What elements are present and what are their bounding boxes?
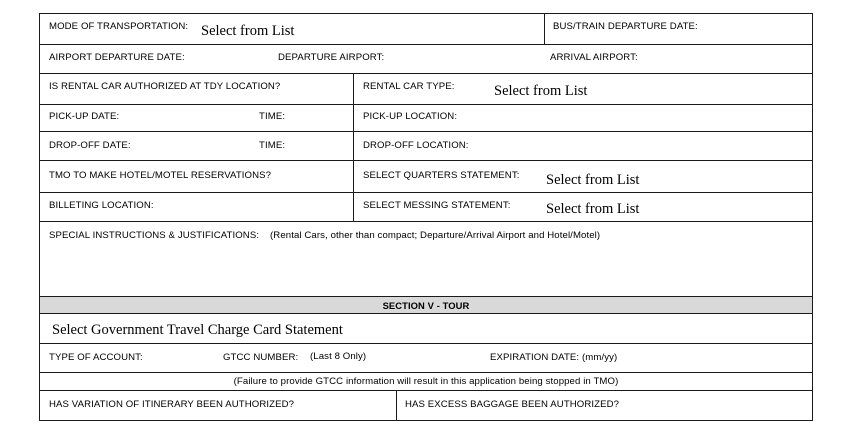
gtcc-statement-row <box>39 313 813 344</box>
arrival-airport-label: ARRIVAL AIRPORT: <box>550 52 638 63</box>
expiration-date-label: EXPIRATION DATE: (mm/yy) <box>490 352 618 363</box>
excess-baggage-label: HAS EXCESS BAGGAGE BEEN AUTHORIZED? <box>405 399 620 410</box>
messing-cell <box>353 193 812 221</box>
itinerary-variation-label: HAS VARIATION OF ITINERARY BEEN AUTHORIZED? <box>49 399 295 410</box>
mode-label: MODE OF TRANSPORTATION: <box>49 21 189 32</box>
pickup-location-cell[interactable] <box>353 105 812 131</box>
dropoff-location-label: DROP-OFF LOCATION: <box>363 140 469 151</box>
special-instructions-label: SPECIAL INSTRUCTIONS & JUSTIFICATIONS: <box>49 230 260 241</box>
billeting-row <box>39 192 813 222</box>
messing-label: SELECT MESSING STATEMENT: <box>363 200 511 211</box>
dropoff-time-label: TIME: <box>259 140 286 151</box>
pickup-date-label: PICK-UP DATE: <box>49 111 120 122</box>
bus-train-label: BUS/TRAIN DEPARTURE DATE: <box>553 21 698 32</box>
quarters-cell <box>353 161 812 192</box>
dropoff-row <box>39 131 813 161</box>
departure-airport-label: DEPARTURE AIRPORT: <box>278 52 385 63</box>
airport-row[interactable] <box>39 44 813 74</box>
dropoff-location-cell[interactable] <box>353 132 812 160</box>
dropoff-date-label: DROP-OFF DATE: <box>49 140 131 151</box>
transport-row <box>39 13 813 45</box>
section-v-title: SECTION V - TOUR <box>382 300 470 311</box>
tmo-reservations-label: TMO TO MAKE HOTEL/MOTEL RESERVATIONS? <box>49 170 272 181</box>
rental-type-cell <box>353 74 812 104</box>
bus-train-cell[interactable] <box>544 14 812 44</box>
pickup-row <box>39 104 813 132</box>
gtcc-statement-select[interactable]: Select Government Travel Charge Card Statement <box>52 322 343 338</box>
account-type-label: TYPE OF ACCOUNT: <box>49 352 143 363</box>
mode-select[interactable]: Select from List <box>201 23 295 39</box>
pickup-location-label: PICK-UP LOCATION: <box>363 111 458 122</box>
failure-note-row <box>39 372 813 391</box>
account-row[interactable] <box>39 343 813 373</box>
rental-row <box>39 73 813 105</box>
gtcc-number-hint: (Last 8 Only) <box>310 351 367 362</box>
section-v-header <box>39 296 813 314</box>
airport-departure-date-label: AIRPORT DEPARTURE DATE: <box>49 52 185 63</box>
messing-select[interactable]: Select from List <box>546 201 640 217</box>
special-instructions-box[interactable] <box>39 221 813 297</box>
failure-note: (Failure to provide GTCC information will result in this application being stopped in TMO) <box>233 376 619 387</box>
rental-authorized-label: IS RENTAL CAR AUTHORIZED AT TDY LOCATION? <box>49 81 281 92</box>
quarters-label: SELECT QUARTERS STATEMENT: <box>363 170 520 181</box>
special-instructions-hint: (Rental Cars, other than compact; Departure/Arrival Airport and Hotel/Motel) <box>270 230 601 241</box>
excess-baggage-cell[interactable] <box>396 391 812 420</box>
authorization-row <box>39 390 813 421</box>
rental-type-label: RENTAL CAR TYPE: <box>363 81 455 92</box>
gtcc-number-label: GTCC NUMBER: <box>223 352 299 363</box>
pickup-time-label: TIME: <box>259 111 286 122</box>
billeting-location-label: BILLETING LOCATION: <box>49 200 154 211</box>
quarters-row <box>39 160 813 193</box>
quarters-select[interactable]: Select from List <box>546 172 640 188</box>
rental-type-select[interactable]: Select from List <box>494 83 588 99</box>
